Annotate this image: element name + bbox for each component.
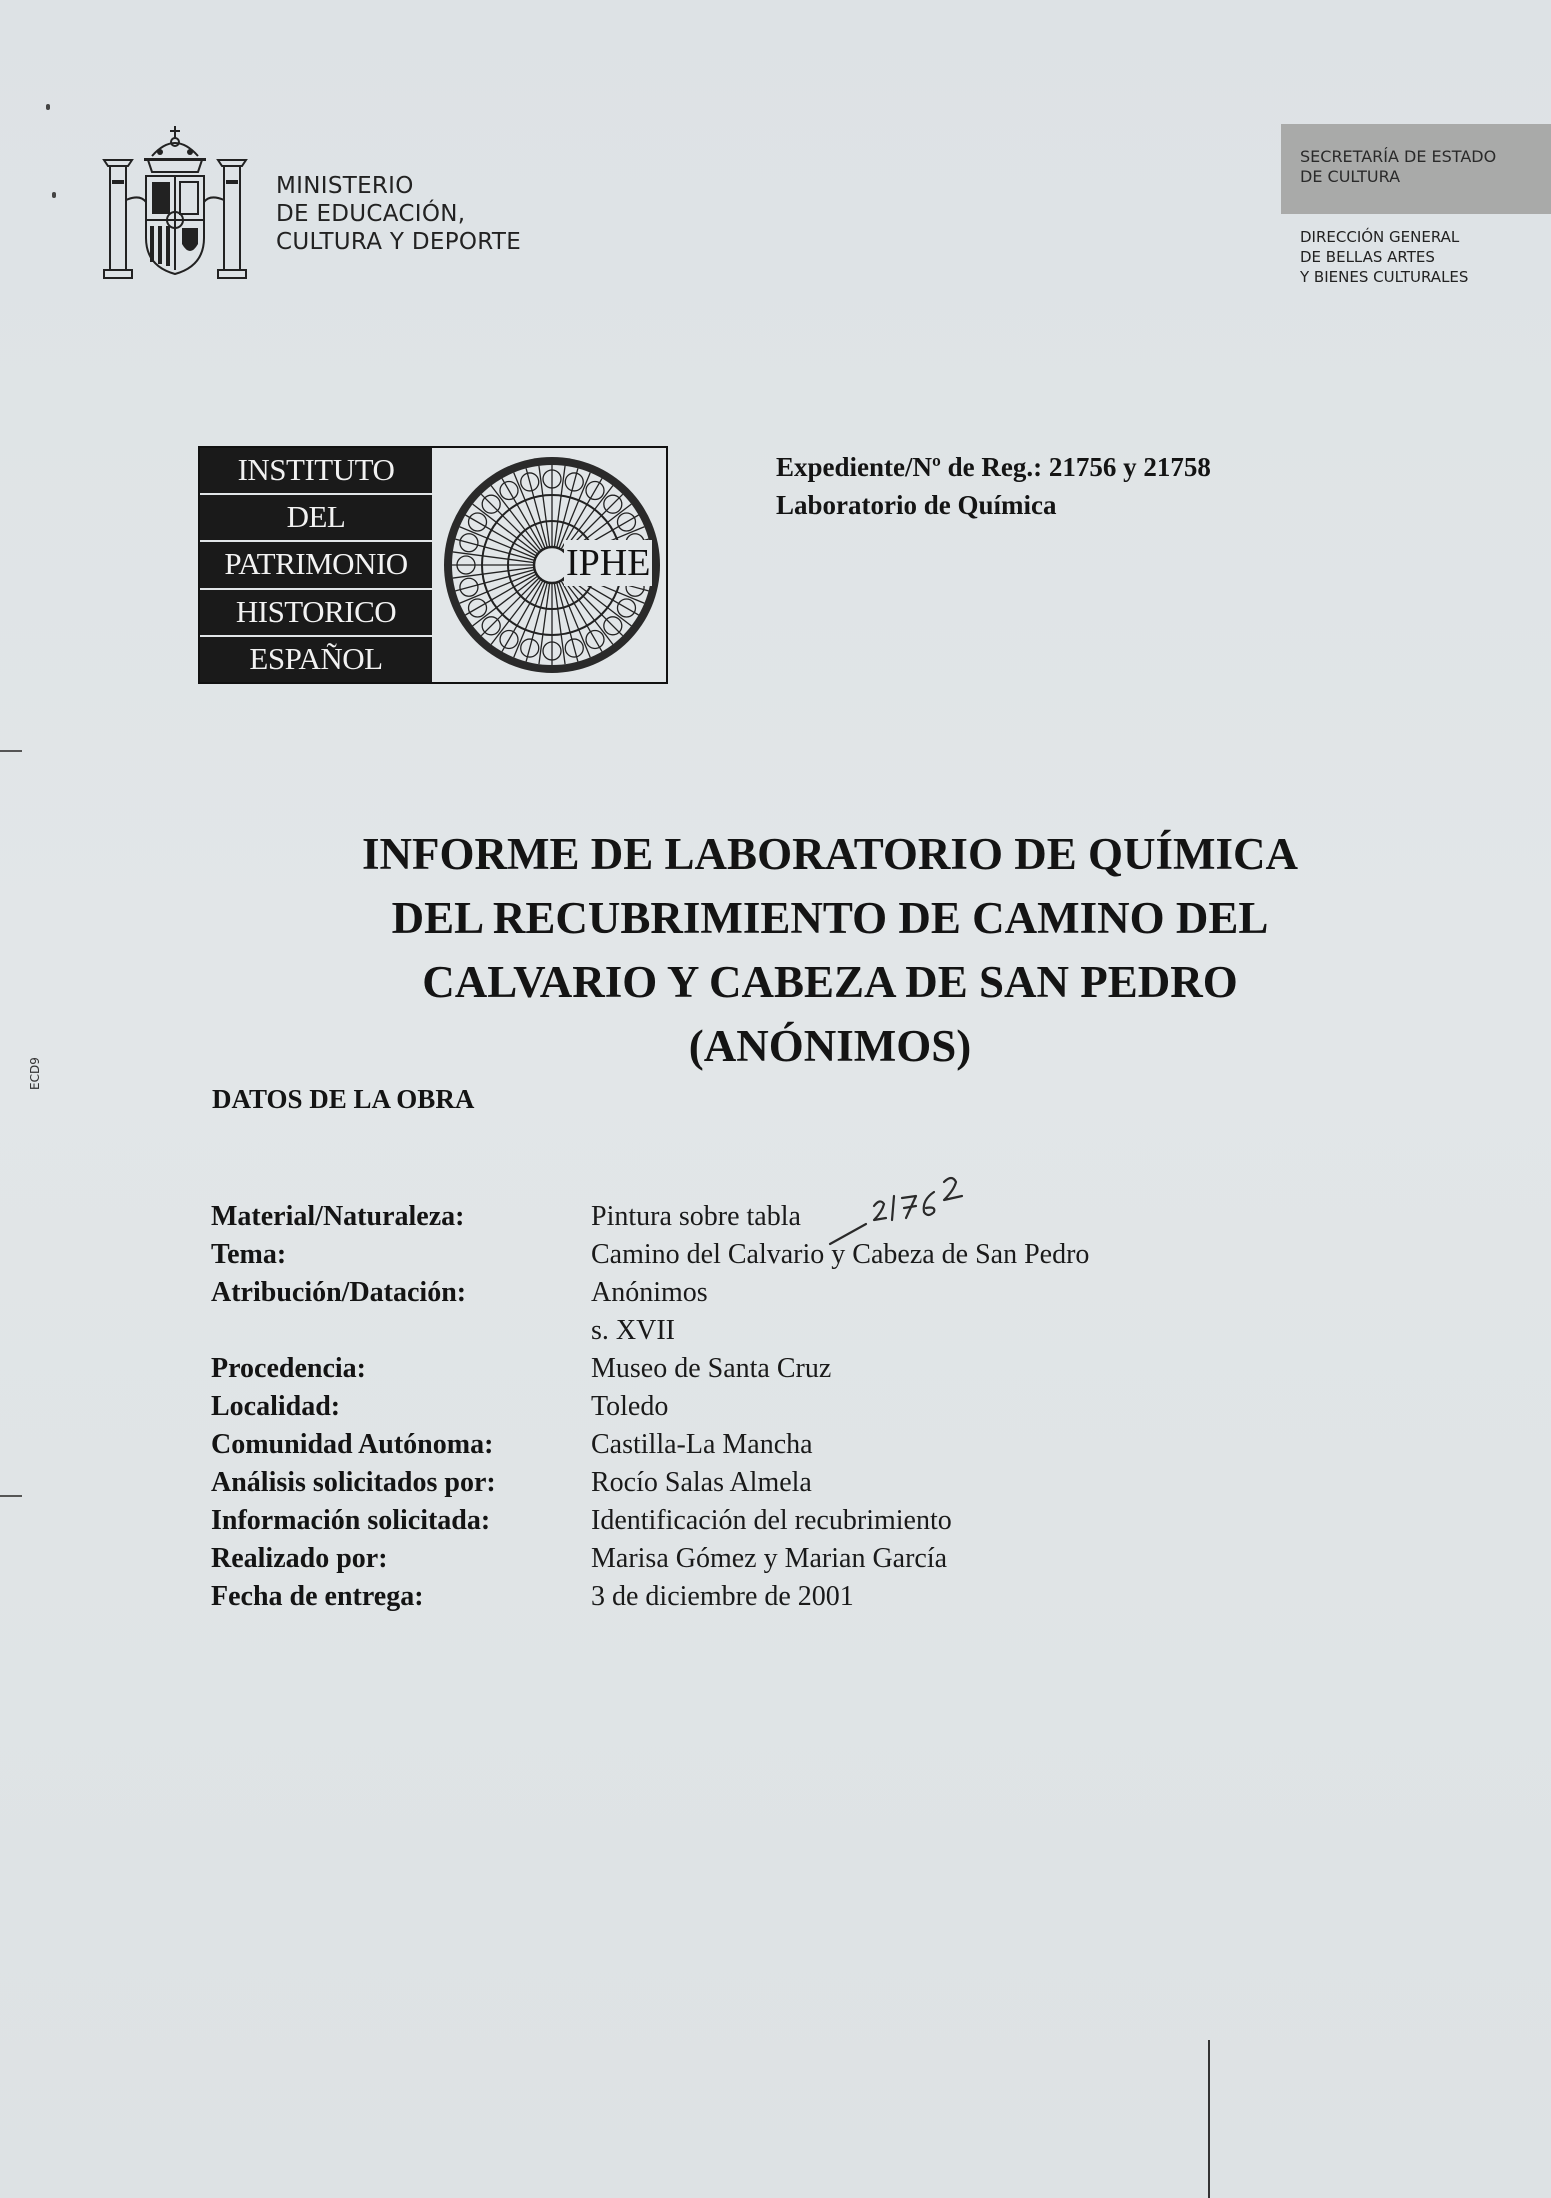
direccion-line-3: Y BIENES CULTURALES	[1300, 268, 1469, 286]
institute-name-line-2: DEL	[200, 495, 432, 542]
institute-name-line-3: PATRIMONIO	[200, 542, 432, 589]
institute-name-line-1: INSTITUTO	[200, 448, 432, 495]
datos-label: Información solicitada:	[211, 1505, 491, 1536]
datos-value: Anónimos	[591, 1277, 708, 1308]
report-title	[240, 822, 1420, 1078]
scan-speck	[52, 192, 56, 198]
margin-code: ECD9	[28, 1057, 42, 1090]
secretaria-line-1: SECRETARÍA DE ESTADO	[1300, 147, 1497, 166]
iphe-abbreviation: IPHE	[566, 542, 651, 584]
datos-value: Toledo	[591, 1391, 669, 1422]
institute-name-line-5: ESPAÑOL	[249, 640, 383, 676]
datos-label: Fecha de entrega:	[211, 1581, 424, 1612]
datos-label: Procedencia:	[211, 1353, 366, 1384]
datos-value: Identificación del recubrimiento	[591, 1505, 952, 1536]
ministry-name	[276, 172, 521, 256]
datos-label: Realizado por:	[211, 1543, 388, 1574]
ministry-line-3: CULTURA Y DEPORTE	[276, 229, 522, 255]
datos-value: Pintura sobre tabla	[591, 1201, 801, 1232]
datos-label: Localidad:	[211, 1391, 341, 1422]
datos-label: Análisis solicitados por:	[211, 1467, 496, 1498]
handwritten-number-21762	[826, 1162, 996, 1252]
direccion-line-1: DIRECCIÓN GENERAL	[1300, 228, 1460, 246]
registro-number: Expediente/Nº de Reg.: 21756 y 21758	[776, 452, 1211, 482]
datos-value: Camino del Calvario y Cabeza de San Pedro	[591, 1239, 1090, 1270]
direccion-general	[1300, 227, 1468, 287]
datos-value: Marisa Gómez y Marian García	[591, 1543, 948, 1574]
datos-value: Rocío Salas Almela	[591, 1467, 812, 1498]
datos-value: Museo de Santa Cruz	[591, 1353, 832, 1384]
datos-label: Tema:	[211, 1239, 287, 1270]
title-line-3: CALVARIO Y CABEZA DE SAN PEDRO	[422, 957, 1238, 1007]
coat-of-arms-icon	[100, 120, 250, 288]
title-line-4: (ANÓNIMOS)	[688, 1021, 972, 1071]
datos-value: s. XVII	[591, 1315, 675, 1346]
secretaria-de-estado	[1300, 147, 1496, 187]
fold-mark	[0, 750, 22, 752]
institute-name-line-4: HISTORICO	[200, 590, 432, 637]
ministry-line-2: DE EDUCACIÓN,	[276, 201, 466, 227]
iphe-logo	[198, 446, 668, 684]
ministry-line-1: MINISTERIO	[276, 173, 414, 199]
institute-name-block	[200, 448, 432, 682]
laboratorio-name: Laboratorio de Química	[776, 490, 1057, 520]
datos-label: Material/Naturaleza:	[211, 1201, 465, 1232]
fold-mark	[0, 1495, 22, 1497]
scan-edge-line	[1208, 2040, 1210, 2198]
title-line-2: DEL RECUBRIMIENTO DE CAMINO DEL	[391, 893, 1269, 943]
direccion-line-2: DE BELLAS ARTES	[1300, 248, 1435, 266]
secretaria-line-2: DE CULTURA	[1300, 167, 1401, 186]
title-line-1: INFORME DE LABORATORIO DE QUÍMICA	[362, 829, 1298, 879]
datos-value: Castilla-La Mancha	[591, 1429, 813, 1460]
scan-speck	[46, 104, 50, 110]
datos-value: 3 de diciembre de 2001	[591, 1581, 854, 1612]
datos-label: Comunidad Autónoma:	[211, 1429, 494, 1460]
section-heading-datos: DATOS DE LA OBRA	[212, 1084, 475, 1114]
expediente-block	[776, 448, 1211, 524]
datos-label: Atribución/Datación:	[211, 1277, 467, 1308]
